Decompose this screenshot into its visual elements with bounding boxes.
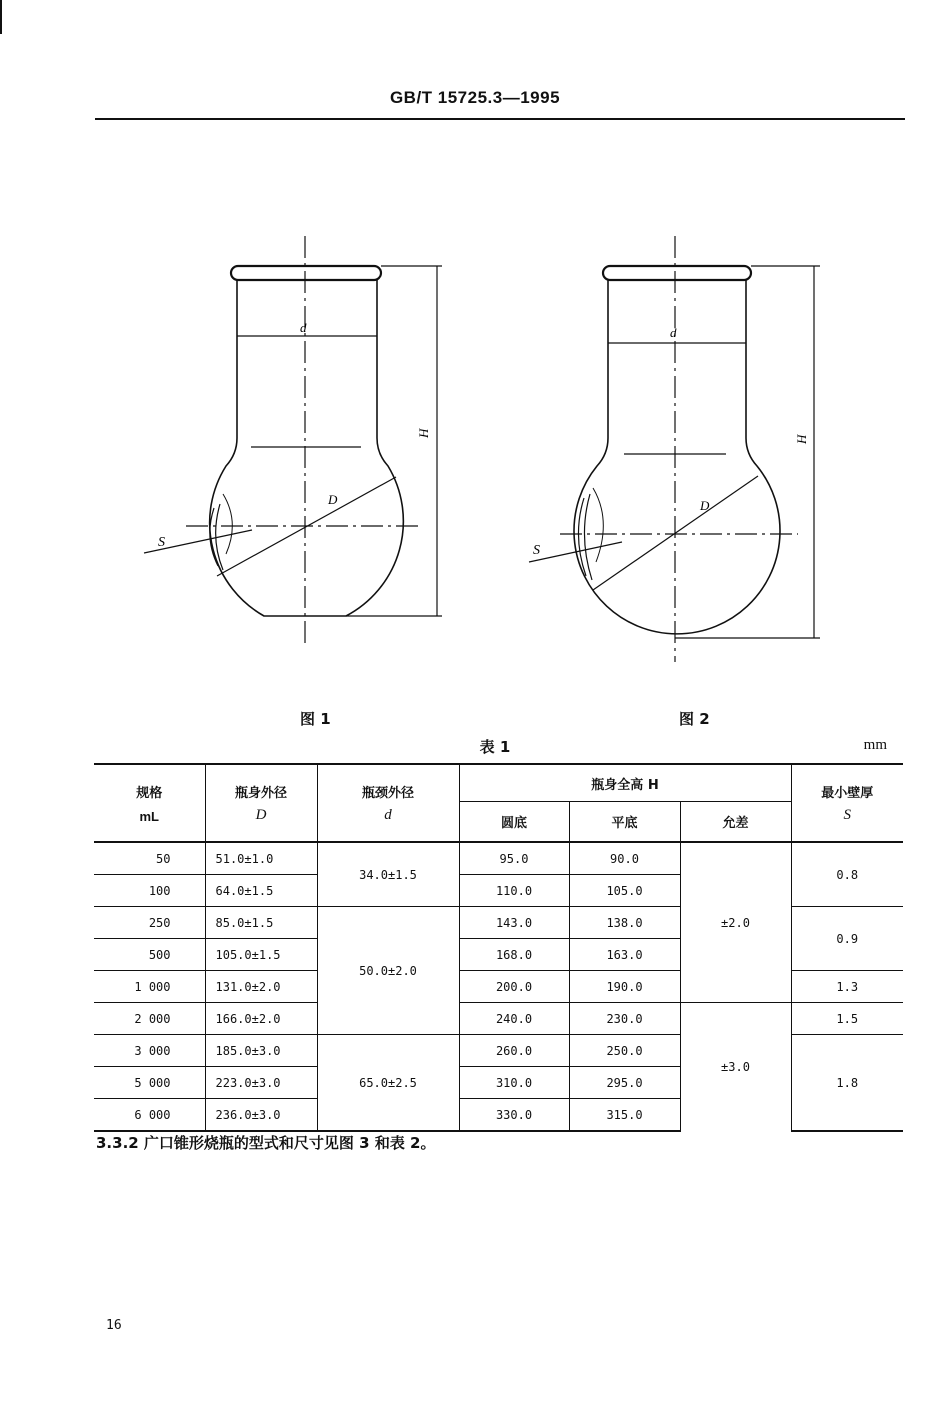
table-row — [94, 842, 903, 875]
col-round-header: 圆底 — [459, 802, 569, 843]
spec-cell: 500 — [94, 939, 205, 971]
col-height-header: 瓶身全高 H — [459, 764, 791, 802]
round-height-cell: 310.0 — [459, 1067, 569, 1099]
spec-unit: mL — [139, 809, 159, 824]
table-unit: mm — [863, 737, 887, 753]
body-od-cell: 131.0±2.0 — [205, 971, 317, 1003]
table-row — [94, 1003, 903, 1035]
body-od-cell: 185.0±3.0 — [205, 1035, 317, 1067]
round-height-cell: 240.0 — [459, 1003, 569, 1035]
wall-label: 最小壁厚 — [821, 786, 874, 801]
spec-cell: 2 000 — [94, 1003, 205, 1035]
spec-cell: 1 000 — [94, 971, 205, 1003]
flat-height-cell: 250.0 — [569, 1035, 680, 1067]
wall-cell: 0.8 — [791, 842, 903, 907]
figure-2-round-bottom-flask — [520, 232, 840, 672]
col-spec-header — [94, 764, 205, 842]
body-od-cell: 64.0±1.5 — [205, 875, 317, 907]
standard-header: GB/T 15725.3—1995 — [389, 88, 561, 107]
round-height-cell: 110.0 — [459, 875, 569, 907]
page-number: 16 — [106, 1318, 122, 1333]
spec-cell: 250 — [94, 907, 205, 939]
wall-symbol: S — [843, 807, 852, 823]
tolerance-cell: ±3.0 — [680, 1003, 791, 1132]
flask-dimensions-table — [94, 763, 903, 1132]
body-od-cell: 166.0±2.0 — [205, 1003, 317, 1035]
round-height-cell: 168.0 — [459, 939, 569, 971]
fig2-label-S: S — [533, 543, 540, 558]
col-wall-header — [791, 764, 903, 842]
figure-1-caption: 图 1 — [300, 710, 331, 728]
body-od-label: 瓶身外径 — [234, 786, 287, 801]
section-note: 3.3.2 广口锥形烧瓶的型式和尺寸见图 3 和表 2。 — [96, 1134, 436, 1152]
flat-height-cell: 90.0 — [569, 842, 680, 875]
neck-od-label: 瓶颈外径 — [361, 786, 414, 801]
body-od-cell: 223.0±3.0 — [205, 1067, 317, 1099]
round-height-cell: 330.0 — [459, 1099, 569, 1132]
spec-cell: 5 000 — [94, 1067, 205, 1099]
wall-cell: 1.8 — [791, 1035, 903, 1132]
wall-cell: 1.3 — [791, 971, 903, 1003]
neck-od-cell: 34.0±1.5 — [317, 842, 459, 907]
figure-1-flat-bottom-flask — [140, 232, 460, 652]
flat-height-cell: 105.0 — [569, 875, 680, 907]
col-body-od-header — [205, 764, 317, 842]
body-od-symbol: D — [255, 807, 267, 823]
round-height-cell: 200.0 — [459, 971, 569, 1003]
header-rule — [95, 118, 905, 120]
col-tol-header: 允差 — [680, 802, 791, 843]
flat-height-cell: 230.0 — [569, 1003, 680, 1035]
body-od-cell: 105.0±1.5 — [205, 939, 317, 971]
fig1-label-H: H — [416, 428, 431, 438]
round-height-cell: 95.0 — [459, 842, 569, 875]
fig2-label-d: d — [670, 325, 677, 340]
wall-cell: 1.5 — [791, 1003, 903, 1035]
fig2-label-H: H — [794, 434, 809, 444]
flat-height-cell: 295.0 — [569, 1067, 680, 1099]
neck-od-cell: 50.0±2.0 — [317, 907, 459, 1035]
neck-od-symbol: d — [384, 807, 392, 823]
fig1-label-d: d — [300, 320, 307, 335]
figure-2-caption: 图 2 — [679, 710, 710, 728]
neck-od-cell: 65.0±2.5 — [317, 1035, 459, 1132]
wall-cell: 0.9 — [791, 907, 903, 971]
flat-height-cell: 190.0 — [569, 971, 680, 1003]
body-od-cell: 85.0±1.5 — [205, 907, 317, 939]
round-height-cell: 143.0 — [459, 907, 569, 939]
flat-height-cell: 315.0 — [569, 1099, 680, 1132]
col-neck-od-header — [317, 764, 459, 842]
round-height-cell: 260.0 — [459, 1035, 569, 1067]
spec-cell: 3 000 — [94, 1035, 205, 1067]
col-flat-header: 平底 — [569, 802, 680, 843]
fig1-label-S: S — [158, 535, 165, 550]
spec-cell: 100 — [94, 875, 205, 907]
body-od-cell: 51.0±1.0 — [205, 842, 317, 875]
flat-height-cell: 163.0 — [569, 939, 680, 971]
fig2-label-D: D — [700, 498, 710, 513]
spec-label: 规格 — [136, 786, 163, 801]
table-title: 表 1 — [479, 738, 511, 756]
flat-height-cell: 138.0 — [569, 907, 680, 939]
fig1-label-D: D — [328, 492, 338, 507]
scan-edge-mark — [0, 0, 2, 34]
spec-cell: 50 — [94, 842, 205, 875]
body-od-cell: 236.0±3.0 — [205, 1099, 317, 1132]
tolerance-cell: ±2.0 — [680, 842, 791, 1003]
spec-cell: 6 000 — [94, 1099, 205, 1132]
